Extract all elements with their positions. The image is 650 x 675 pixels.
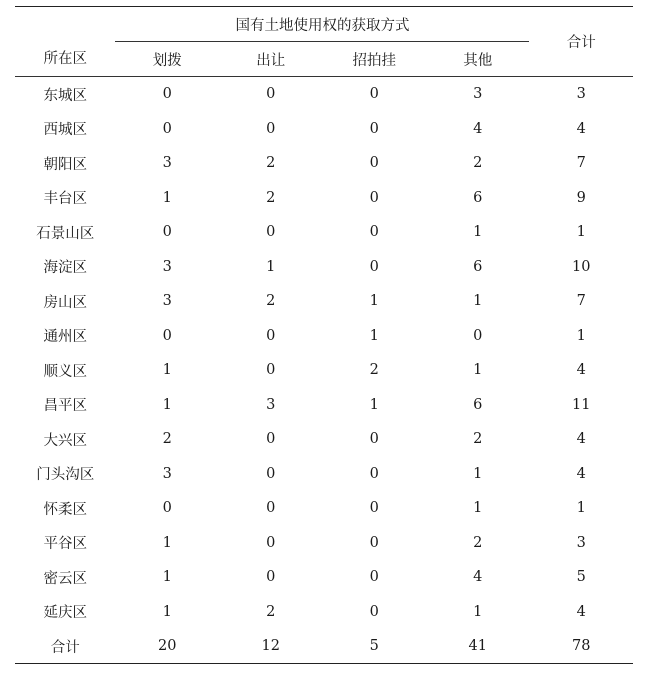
value-cell: 1 <box>162 189 172 206</box>
value-cell: 0 <box>369 500 379 517</box>
table-row <box>15 388 633 423</box>
total-row-label: 合计 <box>50 639 80 656</box>
row-total-cell: 7 <box>576 293 586 310</box>
table-body <box>15 77 633 630</box>
value-cell: 1 <box>162 603 172 620</box>
value-cell: 2 <box>266 155 276 172</box>
table-row <box>15 422 633 457</box>
table-row <box>15 146 633 181</box>
row-total-cell: 4 <box>576 431 586 448</box>
total-row <box>15 629 633 664</box>
district-cell: 通州区 <box>43 329 87 346</box>
value-cell: 0 <box>162 224 172 241</box>
row-total-cell: 7 <box>576 155 586 172</box>
value-cell: 2 <box>473 431 483 448</box>
value-cell: 0 <box>369 465 379 482</box>
row-total-cell: 10 <box>572 258 591 275</box>
value-cell: 1 <box>162 362 172 379</box>
table-row <box>15 284 633 319</box>
value-cell: 0 <box>266 120 276 137</box>
table-row <box>15 250 633 285</box>
header-col-auction: 招拍挂 <box>322 42 426 77</box>
row-total-cell: 9 <box>576 189 586 206</box>
value-cell: 4 <box>473 569 483 586</box>
district-cell: 顺义区 <box>43 363 87 380</box>
value-cell: 3 <box>162 258 172 275</box>
value-cell: 2 <box>162 431 172 448</box>
value-cell: 1 <box>473 224 483 241</box>
district-cell: 延庆区 <box>43 605 87 622</box>
value-cell: 0 <box>369 534 379 551</box>
value-cell: 2 <box>266 293 276 310</box>
value-cell: 0 <box>369 86 379 103</box>
row-total-cell: 3 <box>576 534 586 551</box>
value-cell: 0 <box>266 362 276 379</box>
total-cell: 5 <box>369 638 379 654</box>
district-cell: 西城区 <box>43 122 87 139</box>
value-cell: 4 <box>473 120 483 137</box>
value-cell: 1 <box>473 603 483 620</box>
value-cell: 0 <box>266 534 276 551</box>
land-use-table-container <box>15 6 633 664</box>
table-row <box>15 491 633 526</box>
table-row <box>15 457 633 492</box>
table-row <box>15 112 633 147</box>
table-header <box>15 7 633 77</box>
value-cell: 2 <box>266 189 276 206</box>
value-cell: 0 <box>162 86 172 103</box>
header-col-transfer: 出让 <box>219 42 323 77</box>
value-cell: 1 <box>473 465 483 482</box>
district-cell: 房山区 <box>43 294 87 311</box>
value-cell: 3 <box>162 465 172 482</box>
district-cell: 东城区 <box>43 87 87 104</box>
table-row <box>15 181 633 216</box>
value-cell: 0 <box>369 224 379 241</box>
value-cell: 1 <box>162 534 172 551</box>
value-cell: 0 <box>266 327 276 344</box>
row-total-cell: 11 <box>572 396 591 413</box>
value-cell: 0 <box>162 120 172 137</box>
value-cell: 3 <box>266 396 276 413</box>
header-district: 所在区 <box>15 7 115 77</box>
value-cell: 0 <box>369 569 379 586</box>
value-cell: 0 <box>266 224 276 241</box>
land-use-table <box>15 6 633 664</box>
value-cell: 2 <box>473 534 483 551</box>
district-cell: 平谷区 <box>43 536 87 553</box>
value-cell: 0 <box>369 120 379 137</box>
table-footer <box>15 629 633 664</box>
district-cell: 朝阳区 <box>43 156 87 173</box>
value-cell: 1 <box>473 500 483 517</box>
value-cell: 6 <box>473 189 483 206</box>
table-row <box>15 595 633 630</box>
value-cell: 2 <box>369 362 379 379</box>
row-total-cell: 4 <box>576 603 586 620</box>
value-cell: 0 <box>369 431 379 448</box>
row-total-cell: 5 <box>576 569 586 586</box>
value-cell: 0 <box>266 86 276 103</box>
value-cell: 0 <box>369 603 379 620</box>
value-cell: 2 <box>266 603 276 620</box>
table-row <box>15 560 633 595</box>
value-cell: 1 <box>162 569 172 586</box>
value-cell: 0 <box>369 258 379 275</box>
value-cell: 0 <box>162 500 172 517</box>
district-cell: 门头沟区 <box>36 467 95 484</box>
header-acquisition-group: 国有土地使用权的获取方式 <box>235 17 410 34</box>
district-cell: 怀柔区 <box>43 501 87 518</box>
value-cell: 1 <box>473 293 483 310</box>
district-cell: 密云区 <box>43 570 87 587</box>
value-cell: 0 <box>162 327 172 344</box>
value-cell: 0 <box>266 500 276 517</box>
grand-total-cell: 78 <box>572 638 591 654</box>
value-cell: 0 <box>473 327 483 344</box>
value-cell: 2 <box>473 155 483 172</box>
value-cell: 1 <box>473 362 483 379</box>
value-cell: 0 <box>266 431 276 448</box>
value-cell: 0 <box>266 465 276 482</box>
value-cell: 6 <box>473 396 483 413</box>
district-cell: 海淀区 <box>43 260 87 277</box>
table-row <box>15 526 633 561</box>
value-cell: 0 <box>369 189 379 206</box>
district-cell: 大兴区 <box>43 432 87 449</box>
value-cell: 1 <box>369 396 379 413</box>
table-row <box>15 319 633 354</box>
header-col-allocation: 划拨 <box>115 42 219 77</box>
value-cell: 1 <box>266 258 276 275</box>
header-col-other: 其他 <box>426 42 530 77</box>
row-total-cell: 4 <box>576 362 586 379</box>
row-total-cell: 4 <box>576 120 586 137</box>
district-cell: 石景山区 <box>36 225 95 242</box>
total-cell: 12 <box>261 638 280 654</box>
value-cell: 0 <box>369 155 379 172</box>
row-total-cell: 3 <box>576 86 586 103</box>
total-cell: 41 <box>468 638 487 654</box>
value-cell: 3 <box>473 86 483 103</box>
district-cell: 昌平区 <box>43 398 87 415</box>
value-cell: 0 <box>266 569 276 586</box>
total-cell: 20 <box>158 638 177 654</box>
header-total: 合计 <box>529 7 633 77</box>
table-row <box>15 215 633 250</box>
value-cell: 1 <box>369 293 379 310</box>
row-total-cell: 1 <box>576 327 586 344</box>
row-total-cell: 1 <box>576 224 586 241</box>
value-cell: 3 <box>162 155 172 172</box>
table-row <box>15 353 633 388</box>
district-cell: 丰台区 <box>43 191 87 208</box>
value-cell: 3 <box>162 293 172 310</box>
value-cell: 1 <box>369 327 379 344</box>
row-total-cell: 4 <box>576 465 586 482</box>
table-row <box>15 77 633 112</box>
value-cell: 1 <box>162 396 172 413</box>
value-cell: 6 <box>473 258 483 275</box>
row-total-cell: 1 <box>576 500 586 517</box>
